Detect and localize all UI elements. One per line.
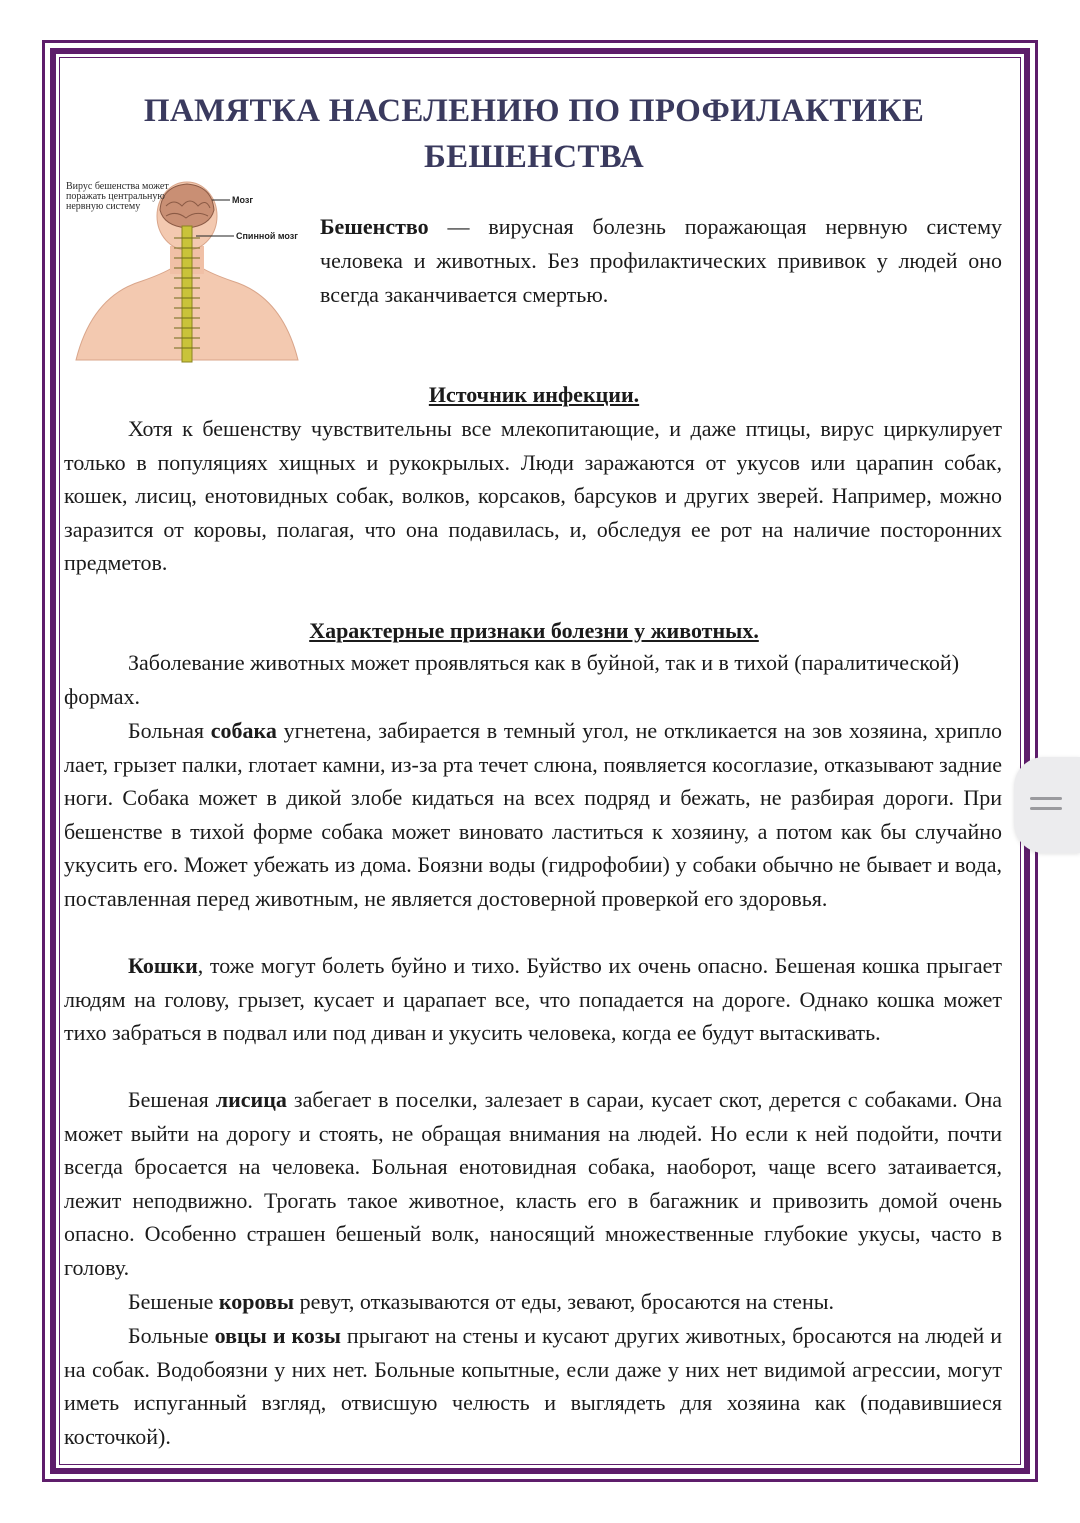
- figure-caption: Вирус бешенства может поражать центральную нервную систему: [66, 181, 169, 212]
- cat-text: , тоже могут болеть буйно и тихо. Буйство их очень опасно. Бешеная кошка прыгает людям на голову, грызет, кусает и царапает все, что попадается на дороге. Однако кошка может тихо забраться в подвал или под диван и укусить человека, когда ее будут вытаскивать.: [64, 953, 1002, 1046]
- fox-term: лисица: [215, 1087, 287, 1112]
- anatomy-figure: [62, 176, 302, 366]
- cat-term: Кошки: [128, 953, 198, 978]
- figure-label-spine: Спинной мозг: [236, 231, 299, 241]
- cow-paragraph: [64, 1285, 1002, 1319]
- intro-term: Бешенство: [320, 214, 429, 239]
- figure-label-brain: Мозг: [232, 195, 254, 205]
- intro-paragraph: [320, 210, 1002, 312]
- drag-handle-line-top: [1030, 797, 1062, 800]
- dog-text: угнетена, забирается в темный угол, не откликается на зов хозяина, хрипло лает, грызет палки, глотает камни, из-за рта течет слюна, появляется косоглазие, отказывают задние ноги. Собака может в дикой злобе кидаться на всех подряд и бежать, не разбирая дороги. При бешенстве в тихой форме собака может виновато ластиться к хозяину, а потом как бы случайно укусить его. Может убежать из дома. Боязни воды (гидрофобии) у собаки обычно не бывает и вода, поставленная перед животным, не является достоверной проверкой его здоровья.: [64, 718, 1002, 911]
- dog-paragraph: [64, 714, 1002, 916]
- drag-handle-icon[interactable]: [1014, 757, 1080, 853]
- section-heading-signs: Характерные признаки болезни у животных.: [309, 618, 759, 643]
- cow-term: коровы: [218, 1289, 295, 1314]
- drag-handle-line-bottom: [1030, 807, 1062, 810]
- signs-intro-paragraph: Заболевание животных может проявляться как в буйной, так и в тихой (паралитической) формах.: [64, 650, 960, 709]
- sheep-text: прыгают на стены и кусают других животных, бросаются на людей и на собак. Водобоязни у них нет. Больные копытные, если даже у них нет видимой агрессии, могут иметь испуганный взгляд, отвисшую челюсть и выглядеть для хозяина как (подавившиеся косточкой).: [64, 1323, 1002, 1449]
- sheep-text-lead: Больные: [128, 1323, 215, 1348]
- dog-term: собака: [210, 718, 277, 743]
- fox-paragraph: [64, 1083, 1002, 1285]
- section-heading-source: Источник инфекции.: [428, 382, 640, 407]
- source-paragraph: Хотя к бешенству чувствительны все млекопитающие, и даже птицы, вирус циркулирует только в популяциях хищных и рукокрылых. Люди заражаются от укусов или царапин собак, кошек, лисиц, енотовидных собак, волков, корсаков, барсуков и других зверей. Например, можно заразится от коровы, полагая, что она подавилась, и, обследуя ее рот на наличие посторонних предметов.: [64, 416, 1002, 576]
- page-title: ПАМЯТКА НАСЕЛЕНИЮ ПО ПРОФИЛАКТИКЕ БЕШЕНСТВА: [143, 93, 925, 175]
- sheep-goat-paragraph: [64, 1319, 1002, 1453]
- cow-text-lead: Бешеные: [128, 1289, 219, 1314]
- dog-text-lead: Больная: [128, 718, 211, 743]
- sheep-goat-term: овцы и козы: [214, 1323, 341, 1348]
- cow-text: ревут, отказываются от еды, зевают, бросаются на стены.: [294, 1289, 834, 1314]
- intro-text: — вирусная болезнь поражающая нервную систему человека и животных. Без профилактических прививок у людей оно всегда заканчивается смертью.: [320, 214, 1002, 307]
- cat-paragraph: [64, 949, 1002, 1050]
- fox-text: забегает в поселки, залезает в сараи, кусает скот, дерется с собаками. Она может выйти на дорогу и стоять, не обращая внимания на людей. Но если к ней подойти, почти всегда бросается на человека. Больная енотовидная собака, наоборот, чаще всего затаивается, лежит неподвижно. Трогать такое животное, класть его в багажник и привозить домой очень опасно. Особенно страшен бешеный волк, наносящий множественные глубокие укусы, часто в голову.: [64, 1087, 1002, 1280]
- fox-text-lead: Бешеная: [128, 1087, 216, 1112]
